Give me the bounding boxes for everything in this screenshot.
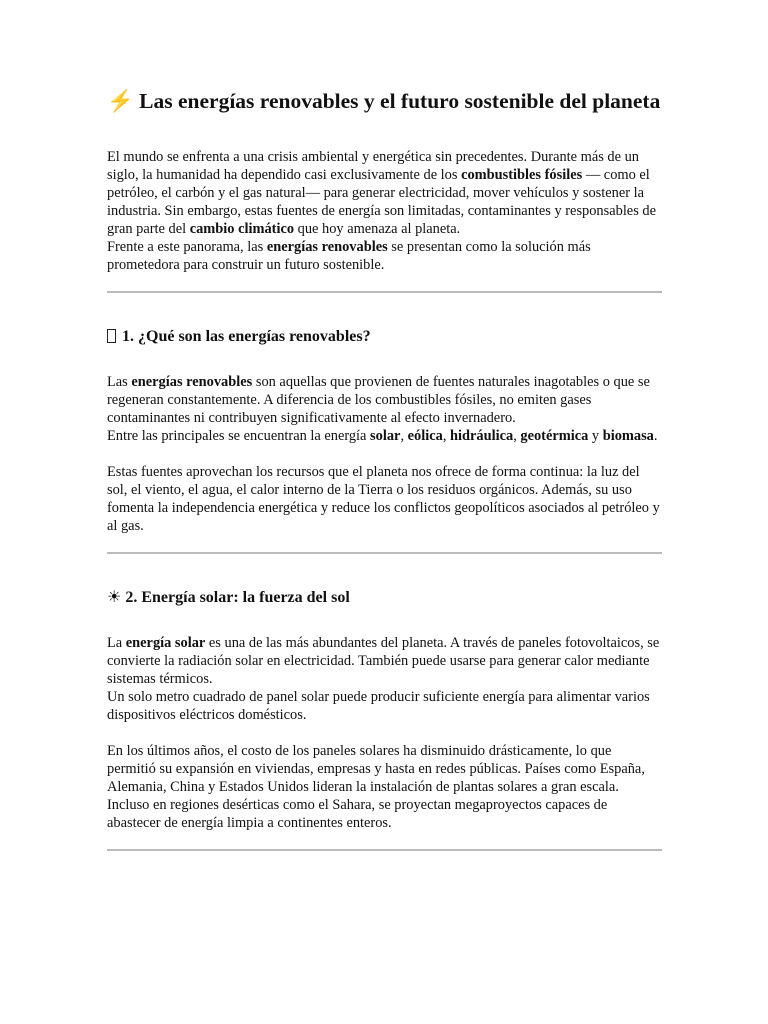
missing-glyph-box-icon: [107, 329, 116, 343]
page-title-text: Las energías renovables y el futuro sostenible del planeta: [139, 89, 661, 113]
section-1-paragraph-1: [107, 373, 662, 427]
section-1-text: Las: [107, 374, 132, 390]
section-1-bold-term: hidráulica: [450, 428, 514, 444]
document-page: [107, 88, 662, 885]
section-1-bold-term: biomasa: [602, 428, 654, 444]
section-2-paragraph-3: En los últimos años, el costo de los paneles solares ha disminuido drásticamente, lo que permitió su expansión en viviendas, empresas y hasta en redes públicas. Países como España, Alemania, China y Estados Unidos lideran la instalación de plantas solares a gran escala.: [107, 743, 645, 795]
intro-text: — como el petróleo, el carbón y el gas natural— para generar electricidad, mover vehículos y sostener la industria. Sin embargo, estas fuentes de energía son limitadas, contaminantes y responsables de gran parte del: [107, 167, 656, 237]
section-1-text: Entre las principales se encuentran la energía: [107, 428, 371, 444]
section-1-text: ,: [442, 428, 451, 444]
section-divider: [107, 849, 662, 851]
section-2-bold-term: energía solar: [125, 635, 206, 651]
section-2-paragraph-4: Incluso en regiones desérticas como el Sahara, se proyectan megaproyectos capaces de abastecer de energía limpia a continentes enteros.: [107, 797, 608, 831]
intro-bold-term: combustibles fósiles: [461, 167, 583, 183]
page-title: [107, 88, 662, 115]
intro-text: Frente a este panorama, las: [107, 239, 267, 255]
section-2-text: es una de las más abundantes del planeta. A través de paneles fotovoltaicos, se convierte la radiación solar en electricidad. También puede usarse para generar calor mediante sistemas térmicos.: [107, 635, 660, 687]
section-1-bold-term: solar: [370, 428, 401, 444]
intro-text: El mundo se enfrenta a una crisis ambiental y energética sin precedentes. Durante más de un siglo, la humanidad ha dependido casi exclusivamente de los: [107, 149, 639, 183]
intro-paragraph-2: [107, 238, 662, 274]
section-1-heading: [107, 327, 662, 347]
section-1-bold-term: energías renovables: [131, 374, 253, 390]
lightning-icon: ⚡: [107, 89, 134, 113]
section-1-bold-term: geotérmica: [520, 428, 589, 444]
section-1-text: .: [653, 428, 658, 444]
section-2-paragraph-2: Un solo metro cuadrado de panel solar puede producir suficiente energía para alimentar varios dispositivos eléctricos domésticos.: [107, 689, 650, 723]
intro-bold-term: cambio climático: [189, 221, 295, 237]
sun-icon: ☀: [107, 589, 122, 606]
intro-text: que hoy amenaza al planeta.: [294, 221, 461, 237]
section-1-bold-term: eólica: [407, 428, 443, 444]
section-2-paragraph-1: [107, 634, 662, 688]
section-divider: [107, 552, 662, 554]
section-2-heading-text: 2. Energía solar: la fuerza del sol: [125, 589, 350, 606]
section-2-text: La: [107, 635, 126, 651]
section-1-paragraph-3: Estas fuentes aprovechan los recursos que el planeta nos ofrece de forma continua: la luz del sol, el viento, el agua, el calor interno de la Tierra o los residuos orgánicos. Además, su uso fomenta la independencia energética y reduce los conflictos geopolíticos asociados al petróleo y al gas.: [107, 464, 660, 534]
intro-paragraph-1: [107, 148, 662, 238]
section-1-paragraph-2: [107, 427, 662, 445]
intro-text: se presentan como la solución más prometedora para construir un futuro sostenible.: [107, 239, 591, 273]
section-1-text: y: [588, 428, 603, 444]
section-1-text: ,: [400, 428, 408, 444]
section-1-text: ,: [513, 428, 521, 444]
intro-bold-term: energías renovables: [266, 239, 388, 255]
section-1-text: son aquellas que provienen de fuentes naturales inagotables o que se regeneran constantemente. A diferencia de los combustibles fósiles, no emiten gases contaminantes ni contribuyen significativamente al efecto invernadero.: [107, 374, 650, 426]
section-1-heading-text: 1. ¿Qué son las energías renovables?: [122, 328, 371, 345]
section-divider: [107, 291, 662, 293]
section-2-heading: [107, 588, 662, 608]
